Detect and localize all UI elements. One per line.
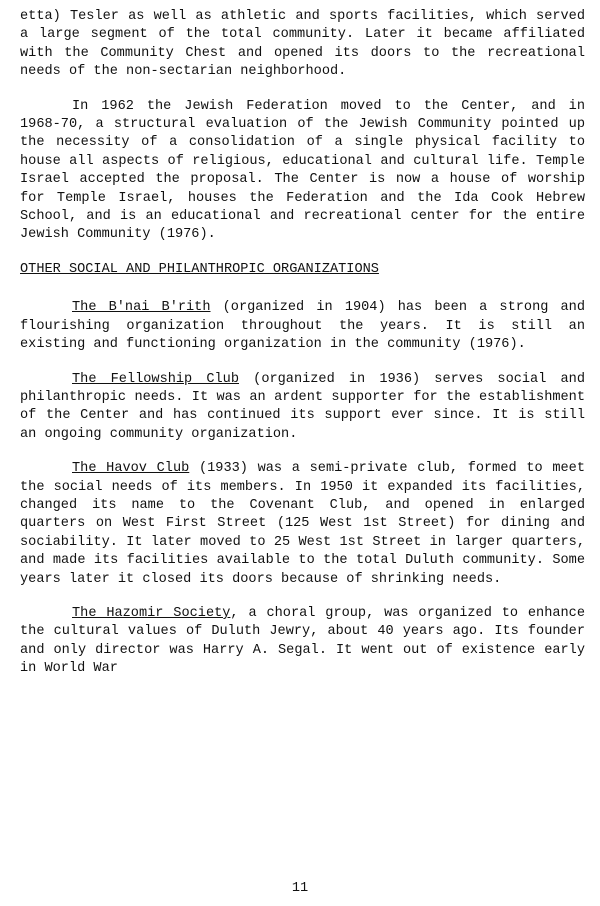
page-content (20, 8, 585, 695)
paragraph-bnai-brith (20, 299, 585, 354)
section-heading: OTHER SOCIAL AND PHILANTHROPIC ORGANIZATIONS (20, 261, 379, 277)
org-name-havov-club: The Havov Club (72, 461, 190, 477)
paragraph-havov-club (20, 460, 585, 589)
org-text-havov-club: (1933) was a semi-private club, formed to meet the social needs of its members. In 1950 it expanded its facilities, changed its name to the Covenant Club, and opened in enlarged quarters on West First Street (125 West 1st Street) for dining and sociability. It later moved to 25 West 1st Street in larger quarters, and made its facilities available to the total Duluth community. Some years later it closed its doors because of shrinking needs. (20, 461, 585, 587)
org-text-hazomir-society: , a choral group, was organized to enhance the cultural values of Duluth Jewry, about 40 years ago. Its founder and only director was Harry A. Segal. It went out of existence early in World War (20, 605, 585, 677)
org-text-fellowship-club: (organized in 1936) serves social and philanthropic needs. It was an ardent supporter for the establishment of the Center and has continued its support ever since. It is still an ongoing community organization. (20, 371, 585, 442)
paragraph-jewish-federation: In 1962 the Jewish Federation moved to the Center, and in 1968-70, a structural evaluation of the Jewish Community pointed up the necessity of a consolidation of a single physical facility to house all aspects of religious, educational and cultural life. Temple Israel accepted the proposal. The Center is now a house of worship for Temple Israel, houses the Federation and the Ida Cook Hebrew School, and is an educational and recreational center for the entire Jewish Community (1976). (20, 98, 585, 243)
paragraph-hazomir-society (20, 605, 585, 679)
page-number: 11 (291, 881, 309, 896)
org-text-bnai-brith: (organized in 1904) has been a strong and flourishing organization throughout the years. It is still an existing and functioning organization in the community (1976). (20, 300, 585, 353)
org-name-hazomir-society: The Hazomir Society (72, 605, 231, 621)
paragraph-fellowship-club (20, 371, 585, 445)
org-name-bnai-brith: The B'nai B'rith (72, 300, 211, 316)
paragraph-continued: etta) Tesler as well as athletic and sports facilities, which served a large segment of the total community. Later it became affiliated with the Community Chest and opened its doors to the recreational needs of the non-sectarian neighborhood. (20, 9, 585, 80)
org-name-fellowship-club: The Fellowship Club (72, 371, 239, 387)
